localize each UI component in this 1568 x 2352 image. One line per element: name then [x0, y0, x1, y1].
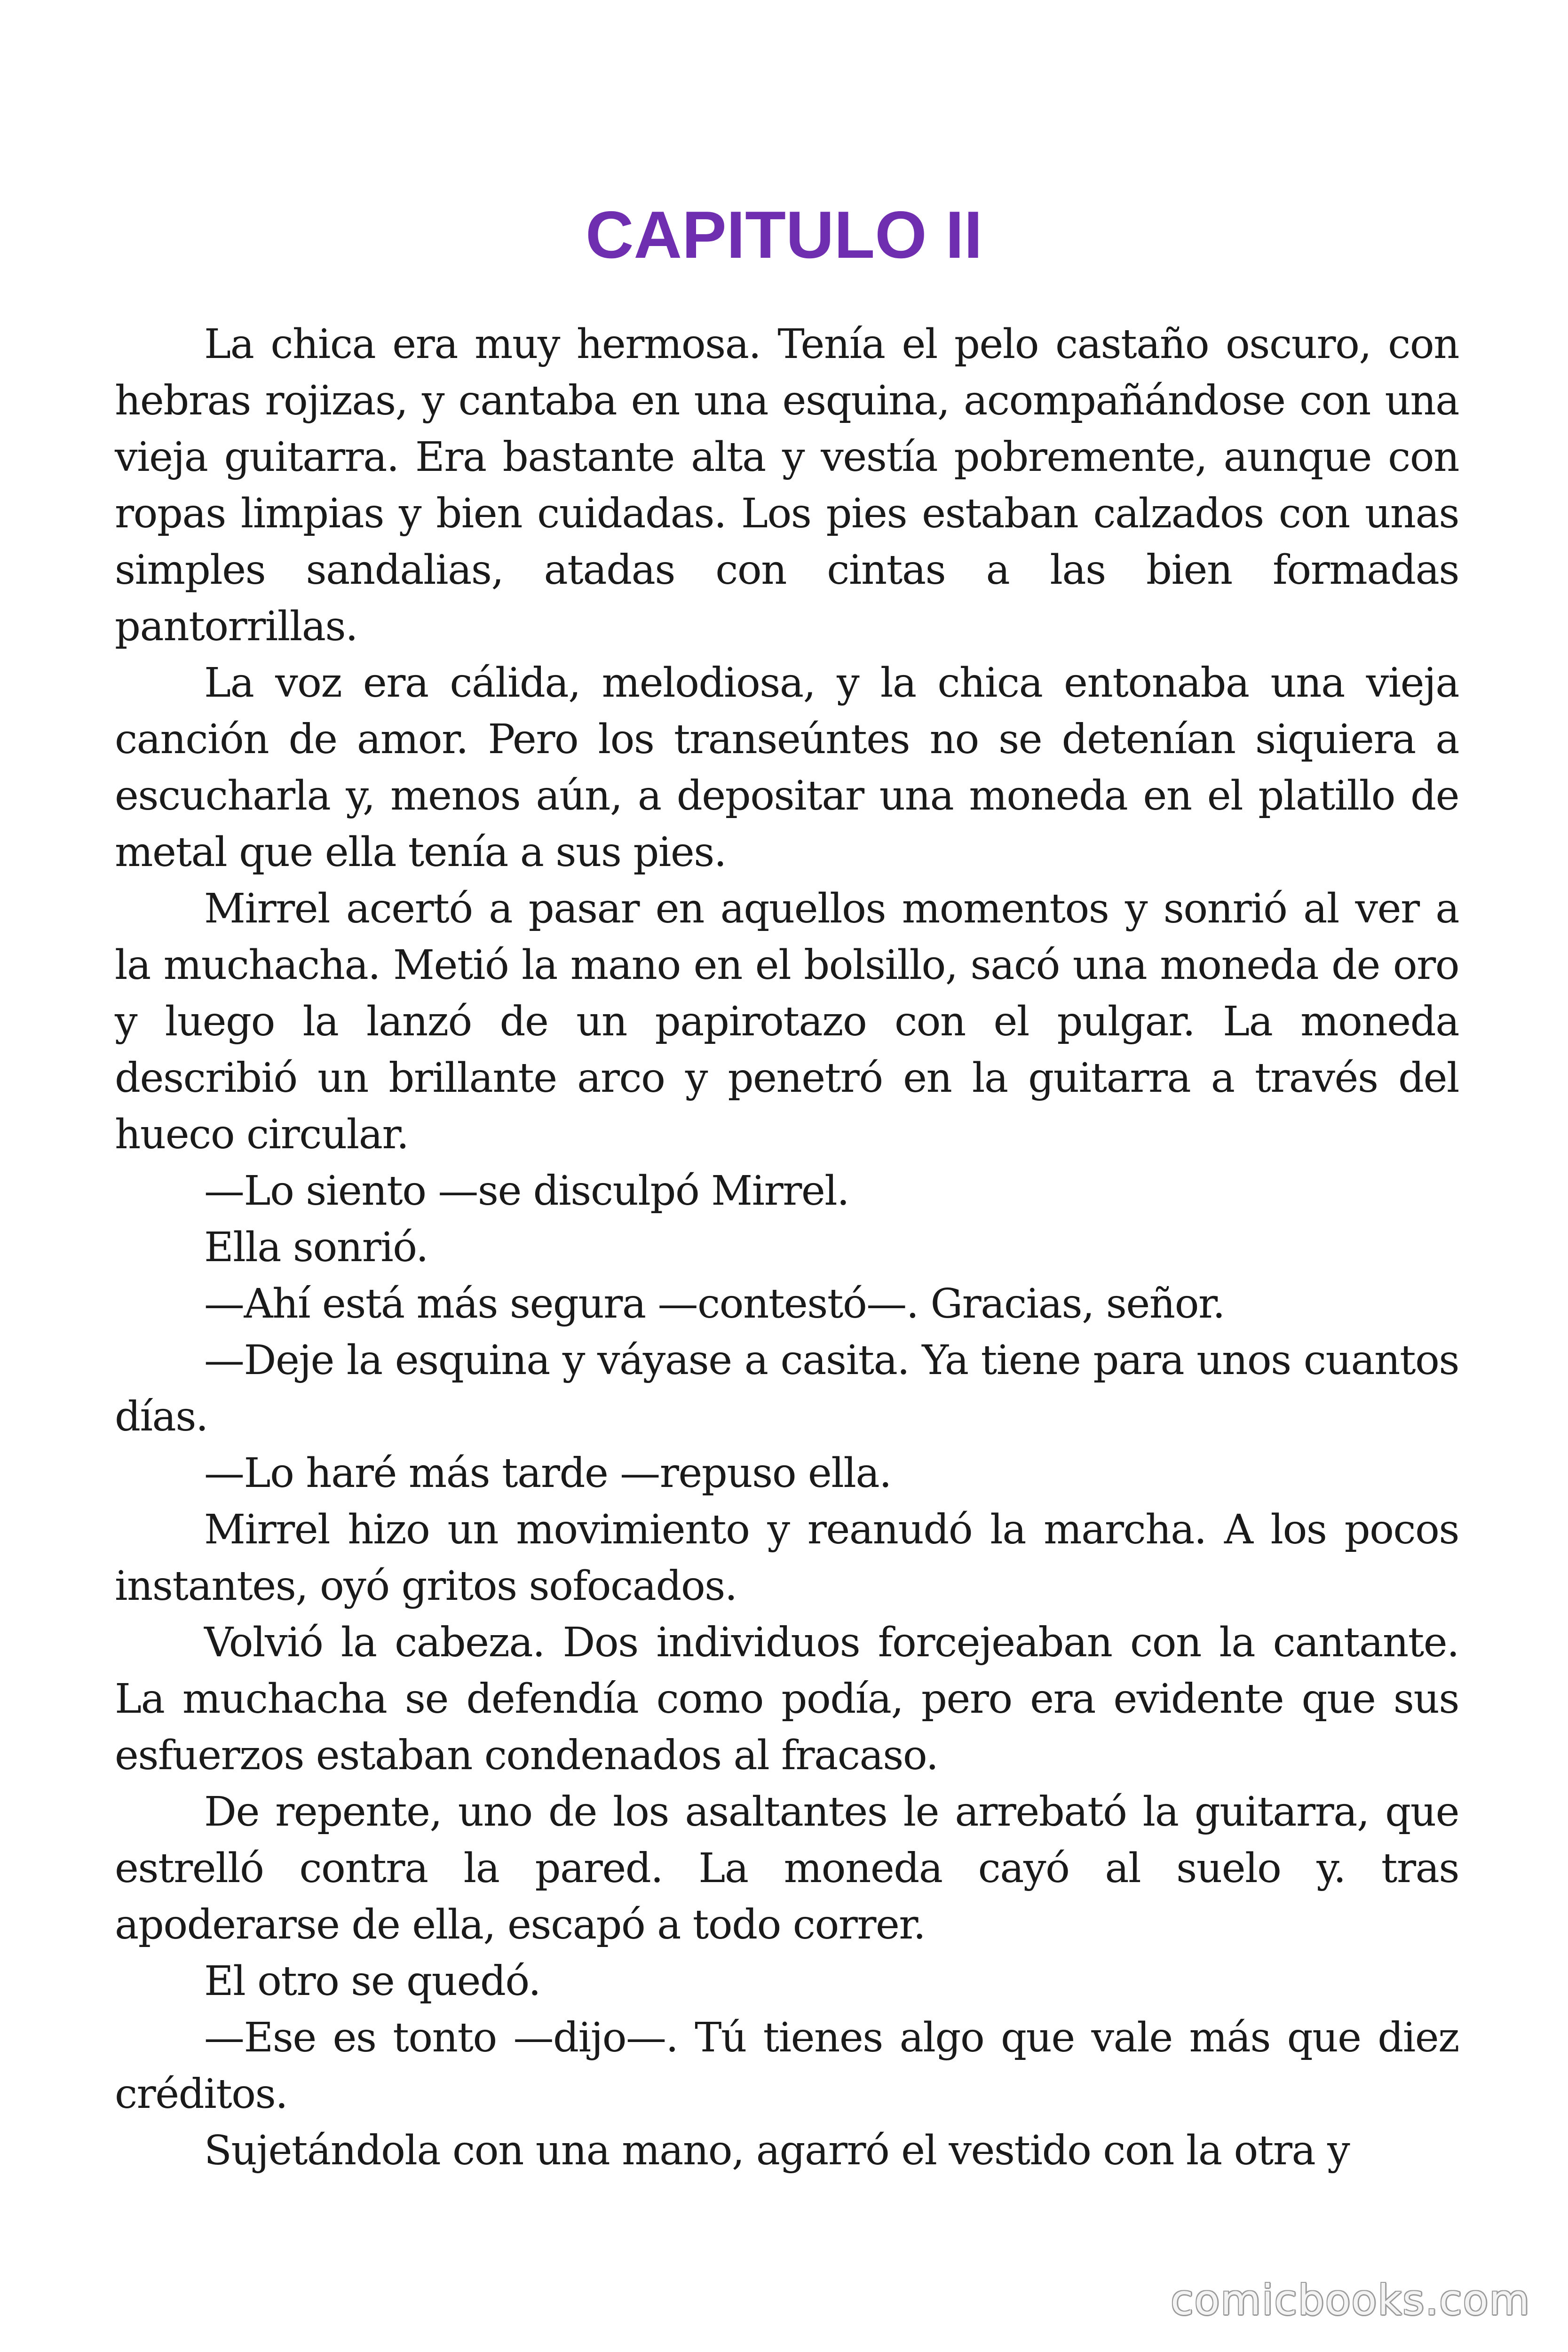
- paragraph: El otro se quedó.: [204, 1958, 541, 2005]
- dialogue-line: —Deje la esquina y váyase a casita. Ya tiene para unos cuantos días.: [115, 1337, 1459, 1440]
- paragraph: Mirrel acertó a pasar en aquellos momentos y sonrió al ver a la muchacha. Metió la mano en el bolsillo, sacó una moneda de oro y luego la lanzó de un papirotazo con el pulgar. La moneda describió un brillante arco y penetró en la guitarra a través del hueco circular.: [115, 885, 1459, 1158]
- dialogue-line: —Ahí está más segura —contestó—. Gracias, señor.: [204, 1280, 1225, 1327]
- dialogue-line: —Ese es tonto —dijo—. Tú tienes algo que vale más que diez créditos.: [115, 2014, 1459, 2118]
- chapter-title: CAPITULO II: [585, 198, 983, 272]
- paragraph: Mirrel hizo un movimiento y reanudó la marcha. A los pocos instantes, oyó gritos sofocados.: [115, 1506, 1459, 1610]
- paragraph: La chica era muy hermosa. Tenía el pelo castaño oscuro, con hebras rojizas, y cantaba en una esquina, acompañándose con una vieja guitarra. Era bastante alta y vestía pobremente, aunque con ropas limpias y bien cuidadas. Los pies estaban calzados con unas simples sandalias, atadas con cintas a las bien formadas pantorrillas.: [115, 321, 1459, 650]
- chapter-body: [115, 316, 1459, 2179]
- dialogue-line: —Lo haré más tarde —repuso ella.: [204, 1450, 891, 1497]
- dialogue-line: —Lo siento —se disculpó Mirrel.: [204, 1168, 849, 1215]
- site-watermark: comicbooks.com: [1170, 2276, 1530, 2324]
- paragraph: De repente, uno de los asaltantes le arrebató la guitarra, que estrelló contra la pared. La moneda cayó al suelo y. tras apoderarse de ella, escapó a todo correr.: [115, 1788, 1459, 1948]
- paragraph: La voz era cálida, melodiosa, y la chica entonaba una vieja canción de amor. Pero los transeúntes no se detenían siquiera a escucharla y, menos aún, a depositar una moneda en el platillo de metal que ella tenía a sus pies.: [115, 660, 1459, 876]
- paragraph-continued: Sujetándola con una mano, agarró el vestido con la otra y: [204, 2127, 1350, 2174]
- paragraph: Ella sonrió.: [204, 1224, 428, 1271]
- paragraph: Volvió la cabeza. Dos individuos forcejeaban con la cantante. La muchacha se defendía como podía, pero era evidente que sus esfuerzos estaban condenados al fracaso.: [115, 1619, 1459, 1779]
